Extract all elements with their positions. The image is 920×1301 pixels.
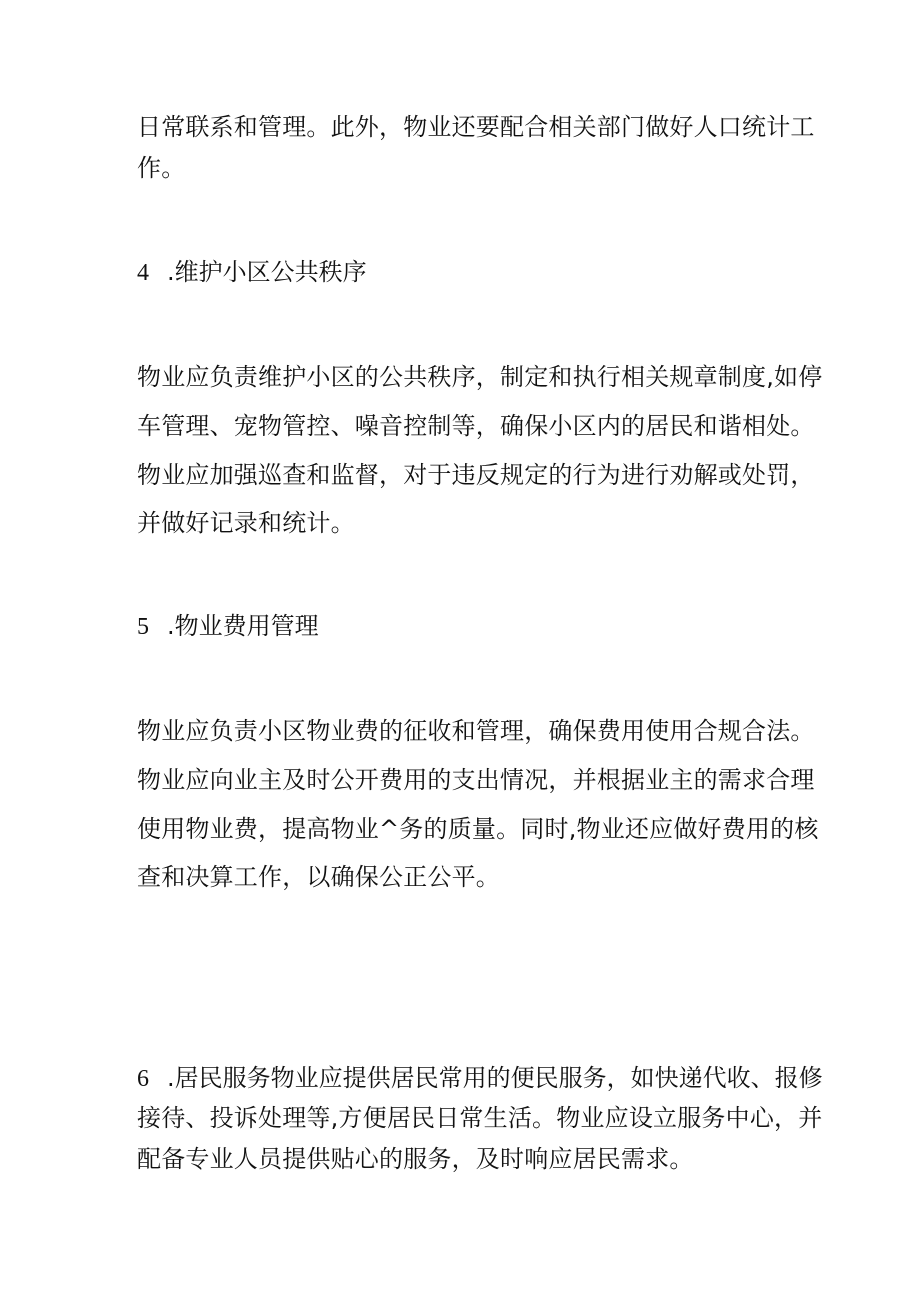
section-number: 5 — [137, 614, 149, 640]
paragraph-line: 物业应加强巡查和监督，对于违反规定的行为进行劝解或处罚， — [137, 461, 815, 489]
paragraph-line: 作。 — [137, 154, 186, 182]
section-6-line: .居民服务物业应提供居民常用的便民服务，如快递代收、报修 — [167, 1064, 823, 1092]
paragraph-line: 使用物业费，提高物业^务的质量。同时,物业还应做好费用的核 — [137, 815, 819, 843]
section-title: .物业费用管理 — [167, 612, 319, 640]
section-title: .维护小区公共秩序 — [167, 258, 367, 286]
section-number: 6 — [137, 1066, 149, 1092]
paragraph-line: 物业应负责小区物业费的征收和管理，确保费用使用合规合法。 — [137, 717, 815, 745]
section-5-heading — [137, 610, 319, 643]
paragraph-line: 查和决算工作，以确保公正公平。 — [137, 863, 500, 891]
paragraph-line: 物业应负责维护小区的公共秩序，制定和执行相关规章制度,如停 — [137, 363, 823, 391]
section-6-heading — [137, 1062, 823, 1095]
paragraph-line: 车管理、宠物管控、噪音控制等，确保小区内的居民和谐相处。 — [137, 412, 815, 440]
paragraph-line: 日常联系和管理。此外，物业还要配合相关部门做好人口统计工 — [137, 113, 815, 141]
paragraph-line: 物业应向业主及时公开费用的支出情况，并根据业主的需求合理 — [137, 766, 815, 794]
section-number: 4 — [137, 260, 149, 286]
paragraph-line: 配备专业人员提供贴心的服务，及时响应居民需求。 — [137, 1145, 694, 1173]
paragraph-line: 并做好记录和统计。 — [137, 509, 355, 537]
paragraph-line: 接待、投诉处理等,方便居民日常生活。物业应设立服务中心，并 — [137, 1104, 823, 1132]
section-4-heading — [137, 256, 367, 289]
